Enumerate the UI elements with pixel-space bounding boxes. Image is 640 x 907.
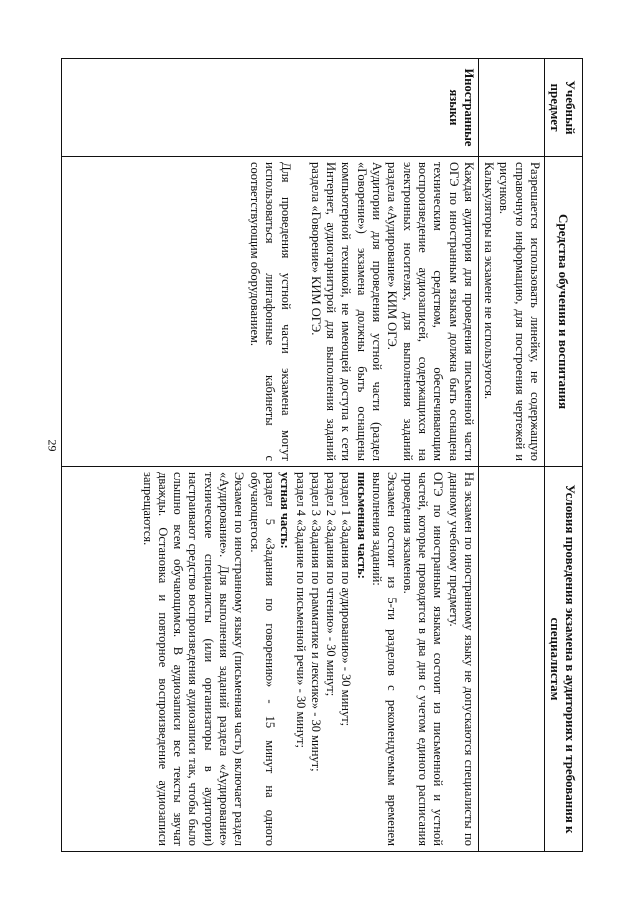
conditions-paragraph: раздел 1 «Задания по аудированию» - 30 минут; — [339, 472, 354, 727]
row-1-conditions — [478, 467, 544, 852]
header-conditions: Условия проведения экзамена в аудиториях и требования к специалистам — [545, 467, 583, 852]
conditions-part-heading: устная часть: — [278, 472, 293, 549]
row-1-tools — [478, 157, 544, 467]
conditions-paragraph: раздел 4 «Задание по письменной речи» - 30 минут; — [293, 472, 308, 748]
conditions-paragraph: раздел 5 «Задания по говорению» - 15 минут на одного обучающегося. — [247, 472, 277, 846]
tools-paragraph: Разрешается использовать линейку, не содержащую справочную информацию, для построения чертежей и рисунков. — [497, 162, 542, 461]
row-2-tools — [62, 157, 479, 467]
row-2-subject — [62, 59, 479, 157]
table-row — [62, 59, 479, 852]
table-row — [478, 59, 544, 852]
tools-paragraph: Аудитории для проведения устной части (раздел «Говорение») экзамена должны быть оснащены компьютерной техникой, не имеющей доступа к сети Интернет, аудиогарнитурой для выполнения заданий раздела «Говорение» КИМ ОГЭ. — [308, 162, 385, 461]
conditions-paragraph: Экзамен по иностранному языку (письменная часть) включает раздел «Аудирование». Для выполнения заданий раздела «Аудирование» технические специалисты (или организаторы в аудитории) настраивают средство воспроизведения аудиозаписи так, чтобы было слышно всем обучающимся. В аудиозаписи все тексты звучат дважды. Остановка и повторное воспроизведение аудиозаписи запрещаются. — [140, 472, 247, 846]
header-tools: Средства обучения и воспитания — [545, 157, 583, 467]
conditions-paragraph: Экзамен состоит из 5-ти разделов с рекомендуемым временем выполнения заданий: — [370, 472, 400, 846]
header-subject: Учебный предмет — [545, 59, 583, 157]
conditions-paragraph: ОГЭ по иностранным языкам состоит из письменной и устной частей, которые проводятся в два дня с учетом единого расписания проведения экзаменов. — [400, 472, 446, 846]
conditions-paragraph: На экзамен по иностранному языку не допускаются специалисты по данному учебному предмету. — [446, 472, 476, 846]
row-2-conditions — [62, 467, 479, 852]
exam-conditions-table — [61, 58, 583, 852]
tools-paragraph: Калькуляторы на экзамене не используются. — [482, 162, 497, 400]
subject-name: Иностранные языки — [446, 68, 476, 147]
page-number: 29 — [45, 439, 60, 452]
conditions-paragraph: раздел 3 «Задания по грамматике и лексике» - 30 минут; — [308, 472, 323, 772]
rotated-page-content — [61, 58, 583, 851]
tools-paragraph: Каждая аудитория для проведения письменной части ОГЭ по иностранным языкам должна быть оснащена техническим средством, обеспечивающим воспроизведение аудиозаписей, содержащихся на электронных носителях, для выполнения заданий раздела «Аудирование» КИМ ОГЭ. — [385, 162, 476, 461]
conditions-paragraph: раздел 2 «Задания по чтению» - 30 минут; — [324, 472, 339, 697]
table-header-row — [545, 59, 583, 852]
row-1-subject — [478, 59, 544, 157]
conditions-part-heading: письменная часть: — [354, 472, 369, 579]
paragraph-gap — [293, 162, 308, 461]
tools-paragraph: Для проведения устной части экзамена могут использоваться лингафонные кабинеты с соответствующим оборудованием. — [247, 162, 293, 461]
